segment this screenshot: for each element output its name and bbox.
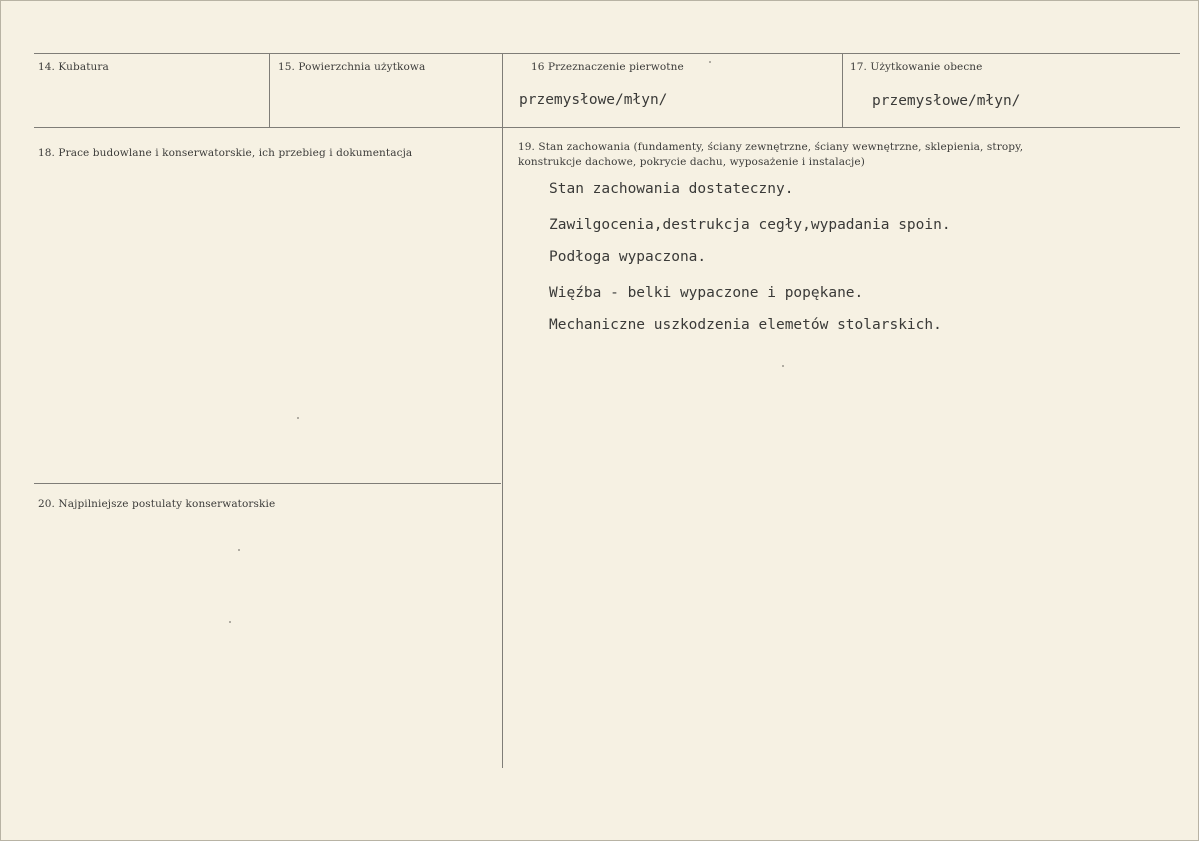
column-divider-1 xyxy=(269,53,270,127)
column-divider-center xyxy=(502,53,503,768)
postulaty-label: 20. Najpilniejsze postulaty konserwatorskie xyxy=(38,498,276,510)
top-rule xyxy=(34,53,1180,54)
stan-zachowania-line: Stan zachowania dostateczny. xyxy=(549,181,794,197)
stan-zachowania-line: Podłoga wypaczona. xyxy=(549,249,707,265)
powierzchnia-label: 15. Powierzchnia użytkowa xyxy=(278,61,426,73)
paper-speck xyxy=(782,365,784,367)
przeznaczenie-label: 16 Przeznaczenie pierwotne xyxy=(531,61,684,73)
paper-speck xyxy=(238,549,240,551)
kubatura-label: 14. Kubatura xyxy=(38,61,109,73)
left-column-divider xyxy=(34,483,501,484)
stan-zachowania-line: Zawilgocenia,destrukcja cegły,wypadania spoin. xyxy=(549,217,951,233)
uzytkowanie-label: 17. Użytkowanie obecne xyxy=(850,61,983,73)
paper-speck xyxy=(297,417,299,419)
stan-zachowania-line: Więźba - belki wypaczone i popękane. xyxy=(549,285,864,301)
paper-speck xyxy=(229,621,231,623)
row-divider xyxy=(34,127,1180,128)
stan-zachowania-label: 19. Stan zachowania (fundamenty, ściany zewnętrzne, ściany wewnętrzne, sklepienia, stropy, konstrukcje dachowe, pokrycie dachu, wyposażenie i instalacje) xyxy=(518,141,1024,168)
column-divider-3 xyxy=(842,53,843,127)
paper-speck xyxy=(709,61,711,63)
uzytkowanie-value: przemysłowe/młyn/ xyxy=(872,93,1021,109)
stan-zachowania-line: Mechaniczne uszkodzenia elemetów stolarskich. xyxy=(549,317,942,333)
przeznaczenie-value: przemysłowe/młyn/ xyxy=(519,92,668,108)
prace-budowlane-label: 18. Prace budowlane i konserwatorskie, ich przebieg i dokumentacja xyxy=(38,147,413,159)
